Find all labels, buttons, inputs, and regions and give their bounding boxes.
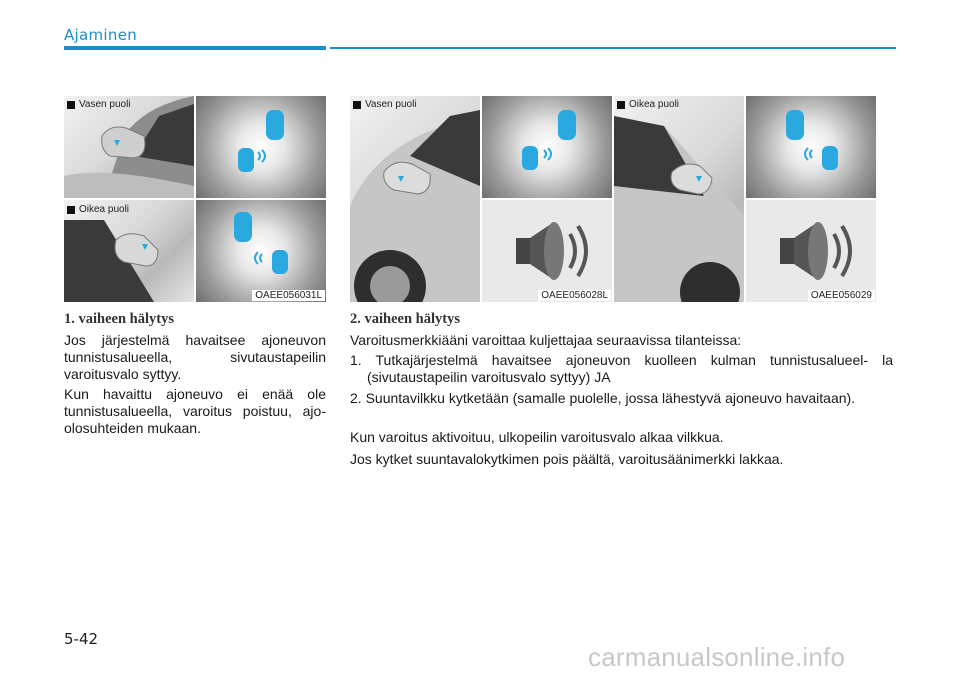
speaker-icon (746, 200, 876, 302)
figure-caption: Vasen puoli (67, 99, 131, 110)
car-icon (522, 110, 576, 170)
watermark: carmanualsonline.info (588, 642, 846, 672)
car-side-photo (614, 96, 744, 302)
paragraph: Varoitusmerkkiääni varoittaa kuljettajaa seuraavissa tilanteissa: (350, 332, 742, 348)
header-rule-thick (64, 46, 326, 50)
car-icon (238, 110, 284, 172)
list-item: 2. Suuntavilkku kytketään (samalle puolelle, jossa lähestyvä ajoneuvo havaitaan). (350, 390, 856, 406)
figure-code: OAEE056031L (252, 290, 325, 301)
figure-caption: Oikea puoli (67, 204, 129, 215)
figure-caption: Vasen puoli (353, 99, 417, 110)
bullet-square-icon (67, 206, 75, 214)
list-item: 1. Tutkajärjestelmä havaitsee ajoneuvon kuolleen kulman tunnistusalueel- la (sivutaustapeilin varoitusvalo syttyy) JA (350, 352, 893, 385)
car-side-photo (350, 96, 480, 302)
bullet-square-icon (353, 101, 361, 109)
paragraph: Kun varoitus aktivoituu, ulkopeilin varoitusvalo alkaa vilkkua. (350, 429, 724, 445)
speaker-icon (482, 200, 612, 302)
warning-burst (746, 96, 876, 198)
figure-caption: Oikea puoli (617, 99, 679, 110)
figure-middle (350, 96, 612, 302)
figure-code: OAEE056028L (538, 290, 611, 301)
warning-burst-bottom (196, 200, 326, 302)
section-heading: 1. vaiheen hälytys (64, 311, 174, 327)
mirror-photo-right-side (64, 200, 194, 302)
warning-burst-top (196, 96, 326, 198)
warning-burst (482, 96, 612, 198)
page-number: 5-42 (64, 630, 99, 648)
figure-left (64, 96, 326, 302)
figure-right (614, 96, 876, 302)
header-rule-thin (330, 47, 896, 49)
paragraph: Kun havaittu ajoneuvo ei enää ole tunnistusalueella, varoitus poistuu, ajo-olosuhteiden mukaan. (64, 386, 326, 436)
mirror-photo-left-side (64, 96, 194, 198)
paragraph: Jos kytket suuntavalokytkimen pois päältä, varoitusäänimerkki lakkaa. (350, 451, 784, 467)
car-icon (234, 212, 288, 274)
speaker-panel (482, 200, 612, 302)
speaker-panel (746, 200, 876, 302)
paragraph: Jos järjestelmä havaitsee ajoneuvon tunnistusalueella, sivutaustapeilin varoitusvalo syttyy. (64, 332, 326, 382)
figure-code: OAEE056029 (808, 290, 875, 301)
bullet-square-icon (67, 101, 75, 109)
section-heading: 2. vaiheen hälytys (350, 311, 460, 327)
car-icon (786, 110, 838, 170)
bullet-square-icon (617, 101, 625, 109)
section-title: Ajaminen (64, 26, 138, 44)
